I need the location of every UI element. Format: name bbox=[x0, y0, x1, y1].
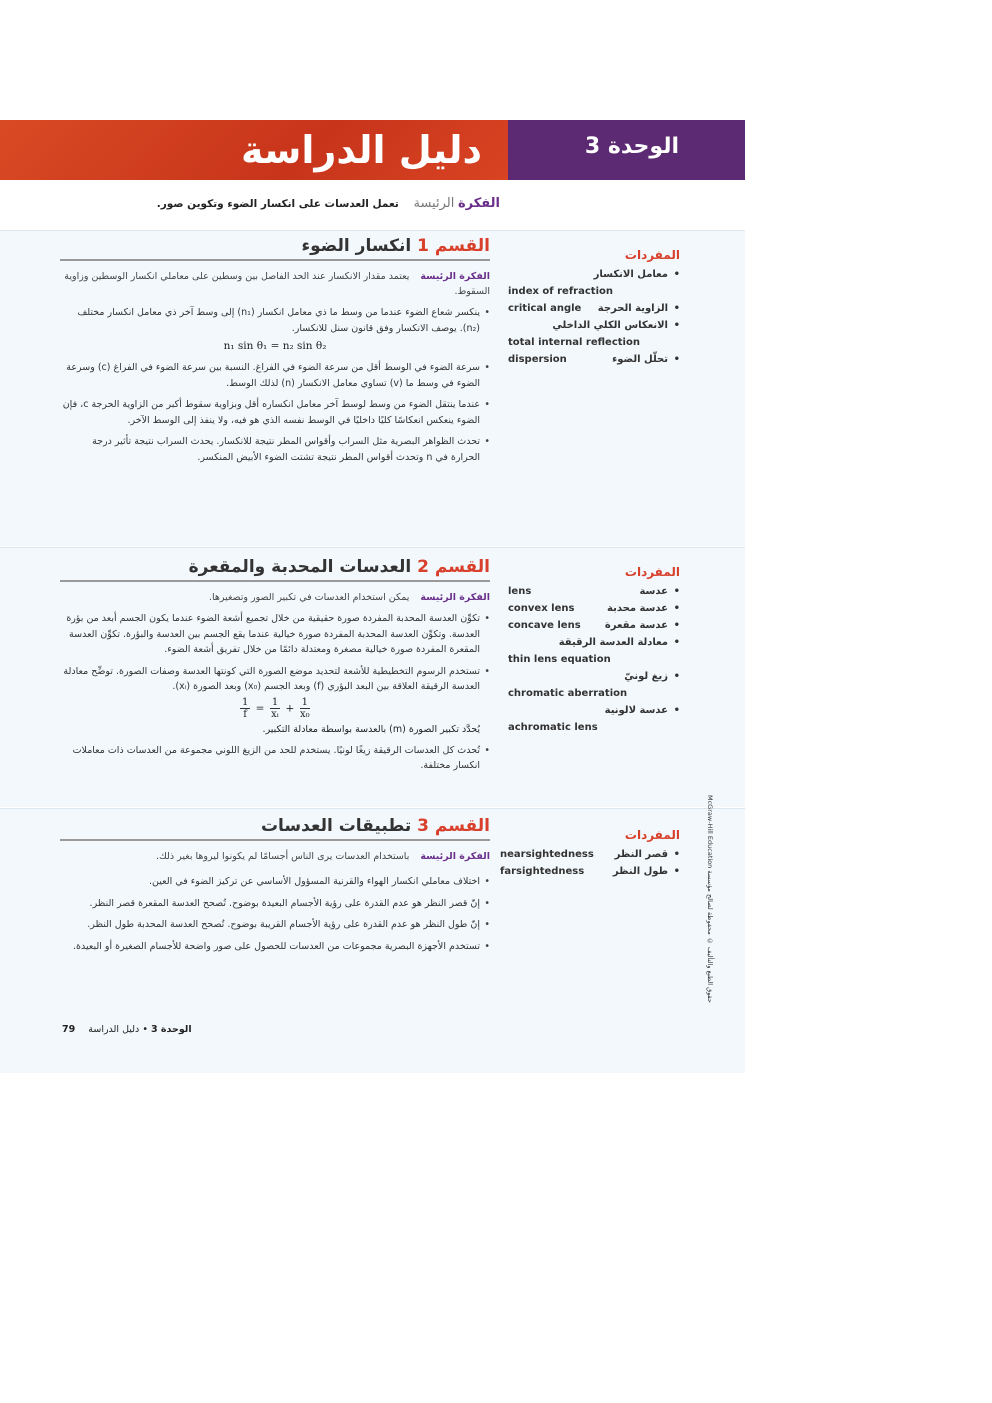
vocab-ar: • الانعكاس الكلي الداخلي bbox=[508, 317, 680, 334]
section-divider bbox=[0, 547, 745, 548]
list-item: • ينكسر شعاع الضوء عندما من وسط ما ذي معامل انكسار (n₁) إلى وسط آخر ذي معامل انكسار مختلف (n₂). يوصف الانكسار وفق قانون سنل للانكسار. bbox=[60, 305, 490, 336]
denominator: x₀ bbox=[300, 708, 310, 720]
vocab-en: dispersion bbox=[508, 354, 567, 365]
key-idea-label: الفكرة الرئيسة bbox=[420, 592, 490, 603]
section-3-bullets bbox=[60, 874, 490, 954]
vocab-item bbox=[508, 583, 680, 600]
section-1-bullets-2 bbox=[60, 360, 490, 465]
section-1-key-idea bbox=[60, 269, 490, 299]
key-idea-label: الفكرة الرئيسة bbox=[420, 271, 490, 282]
header-title-bar bbox=[0, 120, 508, 180]
magnification-text: يُحدَّد تكبير الصورة (m) بالعدسة بواسطة معادلة التكبير. bbox=[262, 723, 480, 735]
key-idea-text: يعتمد مقدار الانكسار عند الحد الفاصل بين وسطين على معاملي انكسار الوسطين وزاوية السقوط. bbox=[64, 271, 490, 297]
vocab-ar: • معادلة العدسة الرقيقة bbox=[508, 634, 680, 651]
vocab-item bbox=[508, 702, 680, 736]
unit-label: الوحدة 3 bbox=[584, 134, 679, 159]
copyright-side-text: McGraw-Hill Education حقوق الطبع والتأليف © محفوظة لصالح مؤسسة bbox=[706, 795, 714, 1003]
footer-unit: الوحدة 3 bbox=[150, 1024, 192, 1035]
vocab-en: lens bbox=[508, 586, 532, 597]
fraction bbox=[270, 697, 280, 720]
denominator: xᵢ bbox=[271, 708, 279, 720]
section-3-title: تطبيقات العدسات bbox=[260, 816, 412, 836]
section-3-number: القسم 3 bbox=[417, 816, 490, 836]
list-item: • تكوِّن العدسة المحدبة المفردة صورة حقيقية من خلال تجميع أشعة الضوء عندما يكون الجسم أبعد من بؤرة العدسة. وتكوِّن العدسة المحدبة المفردة صورة خيالية عندما يقع الجسم بين العدسة والبؤرة. تكوِّن العدسة المقعرة المفردة صورة خيالية مصغرة ومعتدلة دائمًا من خلال تفريق أشعة الضوء. bbox=[60, 611, 490, 658]
list-item: • عندما ينتقل الضوء من وسط لوسط آخر معامل انكساره أقل وبزاوية سقوط أكبر من الزاوية الحرجة c، فإن الضوء ينعكس انعكاسًا كليًا داخليًا في الوسط نفسه الذي هو فيه، ولا ينفذ إلى الوسط الآخر. bbox=[60, 397, 490, 428]
thin-lens-equation: $\frac{1}{f}$ = $\frac{1}{\text{xᵢ}}$ + $\frac{1}{\text{x₀}}$ bbox=[241, 696, 310, 720]
vocab-item bbox=[508, 300, 680, 317]
section-1-main bbox=[60, 236, 490, 471]
vocab-item bbox=[508, 668, 680, 702]
vocab-ar: • معامل الانكسار bbox=[508, 266, 680, 283]
fraction bbox=[300, 697, 310, 720]
section-2 bbox=[0, 547, 745, 807]
vocab-title: المفردات bbox=[624, 828, 680, 842]
vocab-en: index of refraction bbox=[508, 286, 613, 297]
vocab-item bbox=[508, 266, 680, 300]
vocab-item bbox=[508, 617, 680, 634]
section-2-vocabulary bbox=[508, 565, 680, 736]
footer-name: دليل الدراسة bbox=[88, 1024, 140, 1035]
vocab-item bbox=[500, 846, 680, 863]
section-2-bullets bbox=[60, 611, 490, 695]
snell-equation: n₁ sin θ₁ = n₂ sin θ₂ bbox=[223, 340, 327, 352]
vocab-en: critical angle bbox=[508, 303, 582, 314]
vocab-ar: • عدسة bbox=[639, 583, 680, 600]
big-idea-text: تعمل العدسات على انكسار الضوء وتكوين صور. bbox=[156, 198, 399, 210]
vocab-ar: • عدسة مقعرة bbox=[605, 617, 680, 634]
vocab-title: المفردات bbox=[624, 248, 680, 262]
section-3-heading bbox=[60, 816, 490, 841]
vocab-en: farsightedness bbox=[500, 866, 585, 877]
vocab-title: المفردات bbox=[624, 565, 680, 579]
big-idea bbox=[110, 196, 500, 211]
vocab-ar: • تحلّل الضوء bbox=[612, 351, 680, 368]
vocab-item bbox=[508, 600, 680, 617]
key-idea-text: يمكن استخدام العدسات في تكبير الصور وتصغيرها. bbox=[208, 592, 410, 603]
big-idea-label: الفكرة bbox=[457, 196, 500, 211]
page-number: 79 bbox=[62, 1024, 76, 1035]
section-3-main bbox=[60, 816, 490, 960]
numerator: 1 bbox=[241, 696, 249, 708]
section-2-main bbox=[60, 557, 490, 780]
denominator: f bbox=[243, 708, 247, 720]
section-2-heading bbox=[60, 557, 490, 582]
numerator: 1 bbox=[271, 696, 279, 708]
list-item: • تستخدم الأجهزة البصرية مجموعات من العدسات للحصول على صور واضحة للأجسام الصغيرة أو البعيدة. bbox=[60, 939, 490, 955]
section-3-vocabulary bbox=[500, 828, 680, 880]
vocab-en: chromatic aberration bbox=[508, 688, 628, 699]
vocab-en: thin lens equation bbox=[508, 654, 611, 665]
numerator: 1 bbox=[301, 696, 309, 708]
section-2-title: العدسات المحدبة والمقعرة bbox=[188, 557, 412, 577]
vocab-item bbox=[508, 634, 680, 668]
header-unit-bar bbox=[508, 120, 745, 180]
section-2-number: القسم 2 bbox=[417, 557, 490, 577]
vocab-ar: • زيغ لونيّ bbox=[508, 668, 680, 685]
section-divider bbox=[0, 230, 745, 231]
list-item: • تُحدث كل العدسات الرقيقة زيغًا لونيًا. يستخدم للحد من الزيغ اللوني مجموعة من العدسات ذات معاملات انكسار مختلفة. bbox=[60, 743, 490, 774]
section-2-key-idea bbox=[60, 590, 490, 605]
key-idea-text: باستخدام العدسات يرى الناس أجسامًا لم يكونوا ليروها بغير ذلك. bbox=[155, 851, 410, 862]
vocab-ar: • طول النظر bbox=[613, 863, 680, 880]
vocab-ar: • قصر النظر bbox=[615, 846, 680, 863]
vocab-ar: • الزاوية الحرجة bbox=[598, 300, 680, 317]
vocab-ar: • عدسة لالونية bbox=[508, 702, 680, 719]
section-divider bbox=[0, 808, 745, 809]
list-item: • سرعة الضوء في الوسط أقل من سرعة الضوء في الفراغ. النسبة بين سرعة الضوء في الفراغ (c) وسرعة الضوء في وسط ما (v) تساوي معامل الانكسار (n) لذلك الوسط. bbox=[60, 360, 490, 391]
big-idea-label2: الرئيسة bbox=[413, 196, 455, 211]
section-1-heading bbox=[60, 236, 490, 261]
list-item: • إنّ قصر النظر هو عدم القدرة على رؤية الأجسام البعيدة بوضوح. تُصحح العدسة المقعرة قصر النظر. bbox=[60, 896, 490, 912]
list-item: • اختلاف معاملي انكسار الهواء والقرنية المسؤول الأساسي عن تركيز الضوء في العين. bbox=[60, 874, 490, 890]
vocab-item bbox=[500, 863, 680, 880]
vocab-item bbox=[508, 317, 680, 351]
vocab-en: nearsightedness bbox=[500, 849, 594, 860]
section-1-vocabulary bbox=[508, 248, 680, 368]
vocab-en: total internal reflection bbox=[508, 337, 640, 348]
fraction bbox=[240, 697, 250, 720]
list-item: • تحدث الظواهر البصرية مثل السراب وأقواس المطر نتيجة للانكسار. يحدث السراب نتيجة تأثير درجة الحرارة في n وتحدث أقواس المطر نتيجة تشتت الضوء الأبيض المنكسر. bbox=[60, 434, 490, 465]
section-1 bbox=[0, 230, 745, 546]
section-3-key-idea bbox=[60, 849, 490, 864]
footer-separator: • bbox=[142, 1024, 148, 1035]
vocab-ar: • عدسة محدبة bbox=[607, 600, 680, 617]
section-1-bullets bbox=[60, 305, 490, 336]
vocab-en: achromatic lens bbox=[508, 722, 598, 733]
section-2-bullets-2 bbox=[60, 743, 490, 774]
key-idea-label: الفكرة الرئيسة bbox=[420, 851, 490, 862]
vocab-en: convex lens bbox=[508, 603, 575, 614]
vocab-en: concave lens bbox=[508, 620, 581, 631]
page-footer bbox=[52, 1024, 192, 1035]
list-item: • إنّ طول النظر هو عدم القدرة على رؤية الأجسام القريبة بوضوح. تُصحح العدسة المحدبة طول النظر. bbox=[60, 917, 490, 933]
section-1-number: القسم 1 bbox=[417, 236, 490, 256]
section-1-title: انكسار الضوء bbox=[301, 236, 412, 256]
list-item: • تستخدم الرسوم التخطيطية للأشعة لتحديد موضع الصورة التي كونتها العدسة وصفات الصورة. توضِّح معادلة العدسة الرقيقة العلاقة بين البعد البؤري (f) وبعد الجسم (x₀) وبعد الصورة (xᵢ). bbox=[60, 664, 490, 695]
page-title: دليل الدراسة bbox=[241, 128, 482, 172]
vocab-item bbox=[508, 351, 680, 368]
